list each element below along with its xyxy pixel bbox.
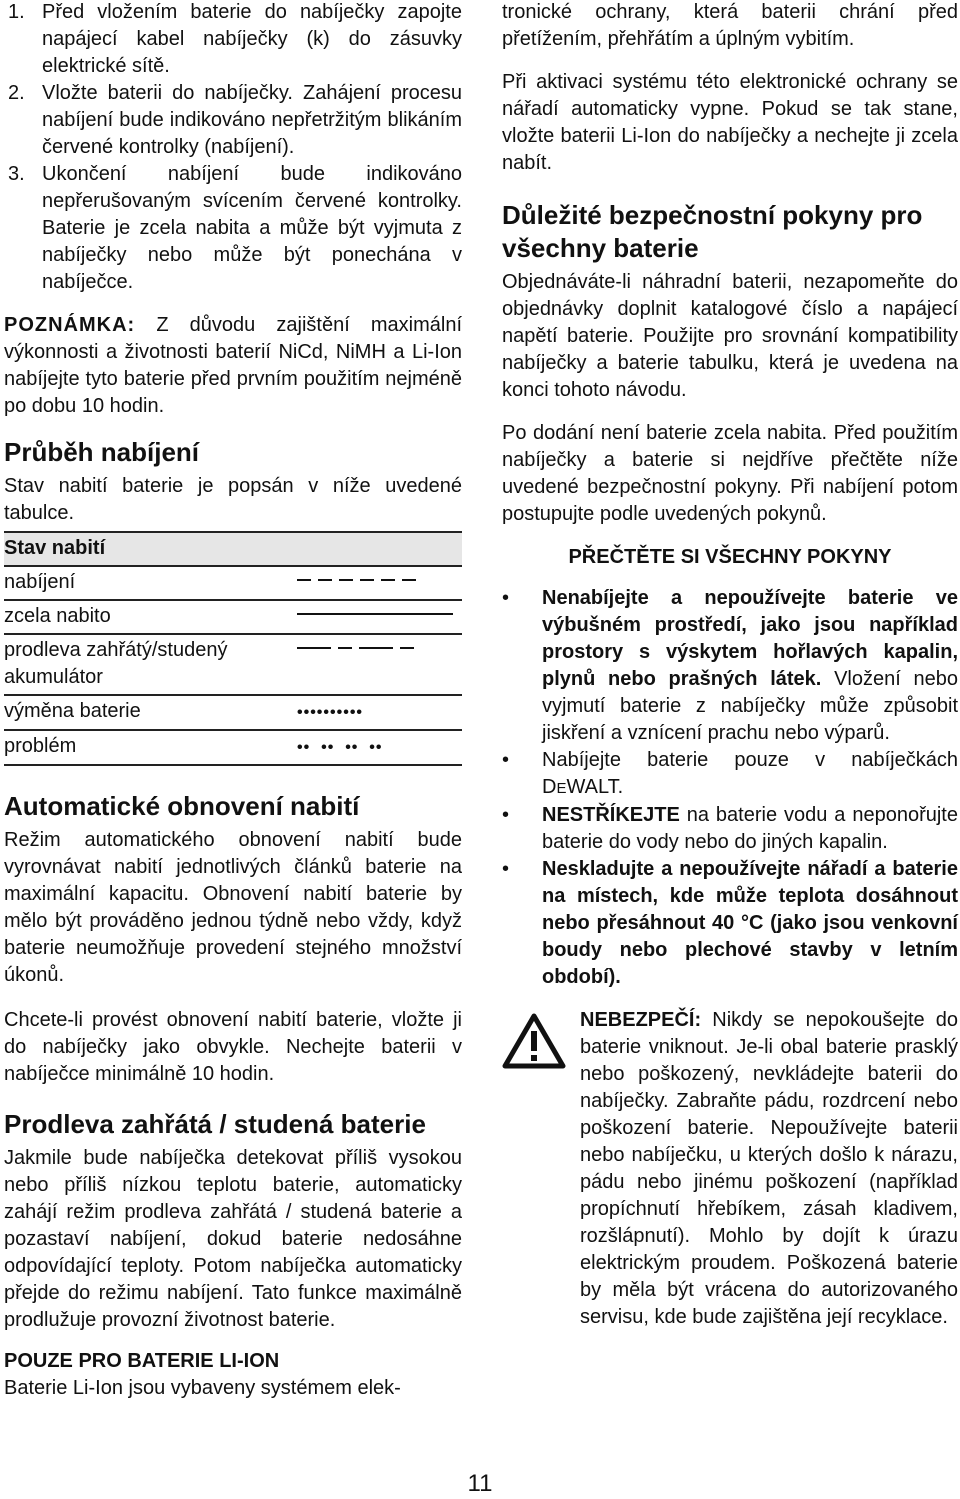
liion-paragraph: Baterie Li-Ion jsou vybaveny systémem elek- bbox=[4, 1377, 401, 1399]
note-label: POZNÁMKA: bbox=[4, 314, 136, 336]
note-paragraph: POZNÁMKA: Z důvodu zajištění maximální výkonnosti a životnosti baterií NiCd, NiMH a Li-Ion nabíjejte tyto baterie před prvním použitím nejméně po dobu 10 hodin. bbox=[4, 314, 462, 417]
row-label: zcela nabito bbox=[4, 600, 297, 634]
heading-charging-progress: Průběh nabíjení bbox=[4, 437, 200, 467]
heading-hot-cold-delay: Prodleva zahřátá / studená baterie bbox=[4, 1109, 426, 1139]
charging-steps bbox=[4, 0, 462, 296]
row-label: prodleva zahřátý/studený akumulátor bbox=[4, 634, 297, 695]
safety-bullets bbox=[502, 585, 958, 991]
heading-auto-recharge: Automatické obnovení nabití bbox=[4, 791, 360, 821]
step-2: 2. Vložte baterii do nabíječky. Zahájení procesu nabíjení bude indikováno nepřetržitým blikáním červené kontrolky (nabíjení). bbox=[8, 82, 462, 158]
charge-status-table bbox=[4, 531, 462, 766]
danger-warning bbox=[502, 1007, 958, 1331]
indicator-fast-dots: •••••••••• bbox=[297, 695, 462, 730]
danger-paragraph: NEBEZPEČÍ: Nikdy se nepokoušejte do baterie vniknout. Je-li obal baterie prasklý nebo poškozený, nevkládejte baterii do nabíječky. Zabraňte pádu, rozdrcení nebo poškození baterie. Nepoužívejte baterii nebo nabíječku, u kterých došlo k nárazu, pádu nebo jinému poškození (například propíchnutí hřebíkem, zásah kladivem, rozšlápnutí). Mohlo by dojít k úrazu elektrickým proudem. Poškozená baterie by měla být vrácena do autorizovaného servisu, kde bude zajištěna její recyklace. bbox=[580, 1009, 958, 1328]
safety-paragraph-1: Objednáváte-li náhradní baterii, nezapomeňte do objednávky doplnit katalogové číslo a napájecí napětí baterie. Použijte pro srovnání kompatibility nabíječky a baterie tabulku, která je uvedena na konci tohoto návodu. bbox=[502, 271, 958, 401]
charging-intro: Stav nabití baterie je popsán v níže uvedené tabulce. bbox=[4, 475, 462, 524]
table-row bbox=[4, 600, 462, 634]
step-1: 1. Před vložením baterie do nabíječky zapojte napájecí kabel nabíječky (k) do zásuvky elektrické sítě. bbox=[8, 1, 462, 77]
row-label: výměna baterie bbox=[4, 695, 297, 730]
heading-safety-all-batteries: Důležité bezpečnostní pokyny pro všechny baterie bbox=[502, 200, 923, 263]
row-label: problém bbox=[4, 730, 297, 765]
indicator-solid-line bbox=[297, 600, 462, 634]
warning-triangle-icon bbox=[502, 1013, 566, 1069]
indicator-mixed-dashes bbox=[297, 634, 462, 695]
brand-dewalt: DEWALT. bbox=[542, 776, 624, 798]
step-3: 3. Ukončení nabíjení bude indikováno nepřerušovaným svícením červené kontrolky. Baterie je zcela nabita a může být vyjmuta z nabíječky nebo může být ponechána v nabíječce. bbox=[8, 163, 462, 293]
bullet-no-water: • NESTŘÍKEJTE na baterie vodu a neponořujte baterie do vody nebo do jiných kapalin. bbox=[502, 804, 958, 853]
protection-activation: Při aktivaci systému této elektronické ochrany se nářadí automaticky vypne. Pokud se tak stane, vložte baterii Li-Ion do nabíječky a nechejte ji zcela nabít. bbox=[502, 71, 958, 174]
indicator-blinking-dashes bbox=[297, 566, 462, 600]
bullet-temperature: • Neskladujte a nepoužívejte nářadí a baterie na místech, kde může teplota dosáhnout nebo přesáhnout 40 °C (jako jsou venkovní boudy nebo plechové stavby v letním období). bbox=[502, 858, 958, 988]
auto-recharge-p1: Režim automatického obnovení nabití bude vyrovnávat nabití jednotlivých článků baterie na maximální kapacitu. Obnovení nabití baterie by mělo být prováděno jednou týdně nebo vždy, když baterie neumožňuje provedení stejného množství úkonů. bbox=[4, 829, 462, 986]
table-row bbox=[4, 730, 462, 765]
table-header-cell: Stav nabití bbox=[4, 532, 462, 566]
protection-continued: tronické ochrany, která baterii chrání před přetížením, přehřátím a úplným vybitím. bbox=[502, 1, 958, 50]
page-number: 11 bbox=[467, 1470, 493, 1497]
table-header-row bbox=[4, 532, 462, 566]
bullet-dewalt-chargers: • Nabíjejte baterie pouze v nabíječkách DEWALT. bbox=[502, 749, 958, 798]
left-column bbox=[4, 0, 462, 1402]
right-column bbox=[502, 0, 958, 1331]
safety-paragraph-2: Po dodání není baterie zcela nabita. Před použitím nabíječky a baterie si nejdříve přečtěte níže uvedené bezpečnostní pokyny. Při nabíjení potom postupujte podle uvedených pokynů. bbox=[502, 422, 958, 525]
hot-cold-delay-paragraph: Jakmile bude nabíječka detekovat příliš vysokou nebo příliš nízkou teplotu baterie, automaticky zahájí režim prodleva zahřátá / studená baterie a pozastaví nabíjení, dokud baterie nedosáhne odpovídající teploty. Potom nabíječka automaticky přejde do režimu nabíjení. Tato funkce maximálně prodlužuje provozní životnost baterie. bbox=[4, 1147, 462, 1331]
liion-heading: POUZE PRO BATERIE LI-ION bbox=[4, 1350, 280, 1372]
auto-recharge-p2: Chcete-li provést obnovení nabití baterie, vložte ji do nabíječky jako obvykle. Nechejte baterii v nabíječce minimálně 10 hodin. bbox=[4, 1009, 462, 1085]
read-all-instructions: PŘEČTĚTE SI VŠECHNY POKYNY bbox=[568, 546, 892, 568]
indicator-paired-dots: •• •• •• •• bbox=[297, 730, 462, 765]
bullet-explosive: • Nenabíjejte a nepoužívejte baterie ve výbušném prostředí, jako jsou například prostory s výskytem hořlavých kapalin, plynů nebo prašných látek. Vložení nebo vyjmutí baterie z nabíječky může způsobit jiskření a vznícení prachu nebo výparů. bbox=[502, 587, 958, 744]
table-row bbox=[4, 695, 462, 730]
table-row bbox=[4, 566, 462, 600]
danger-label: NEBEZPEČÍ: bbox=[580, 1009, 702, 1031]
table-row bbox=[4, 634, 462, 695]
row-label: nabíjení bbox=[4, 566, 297, 600]
